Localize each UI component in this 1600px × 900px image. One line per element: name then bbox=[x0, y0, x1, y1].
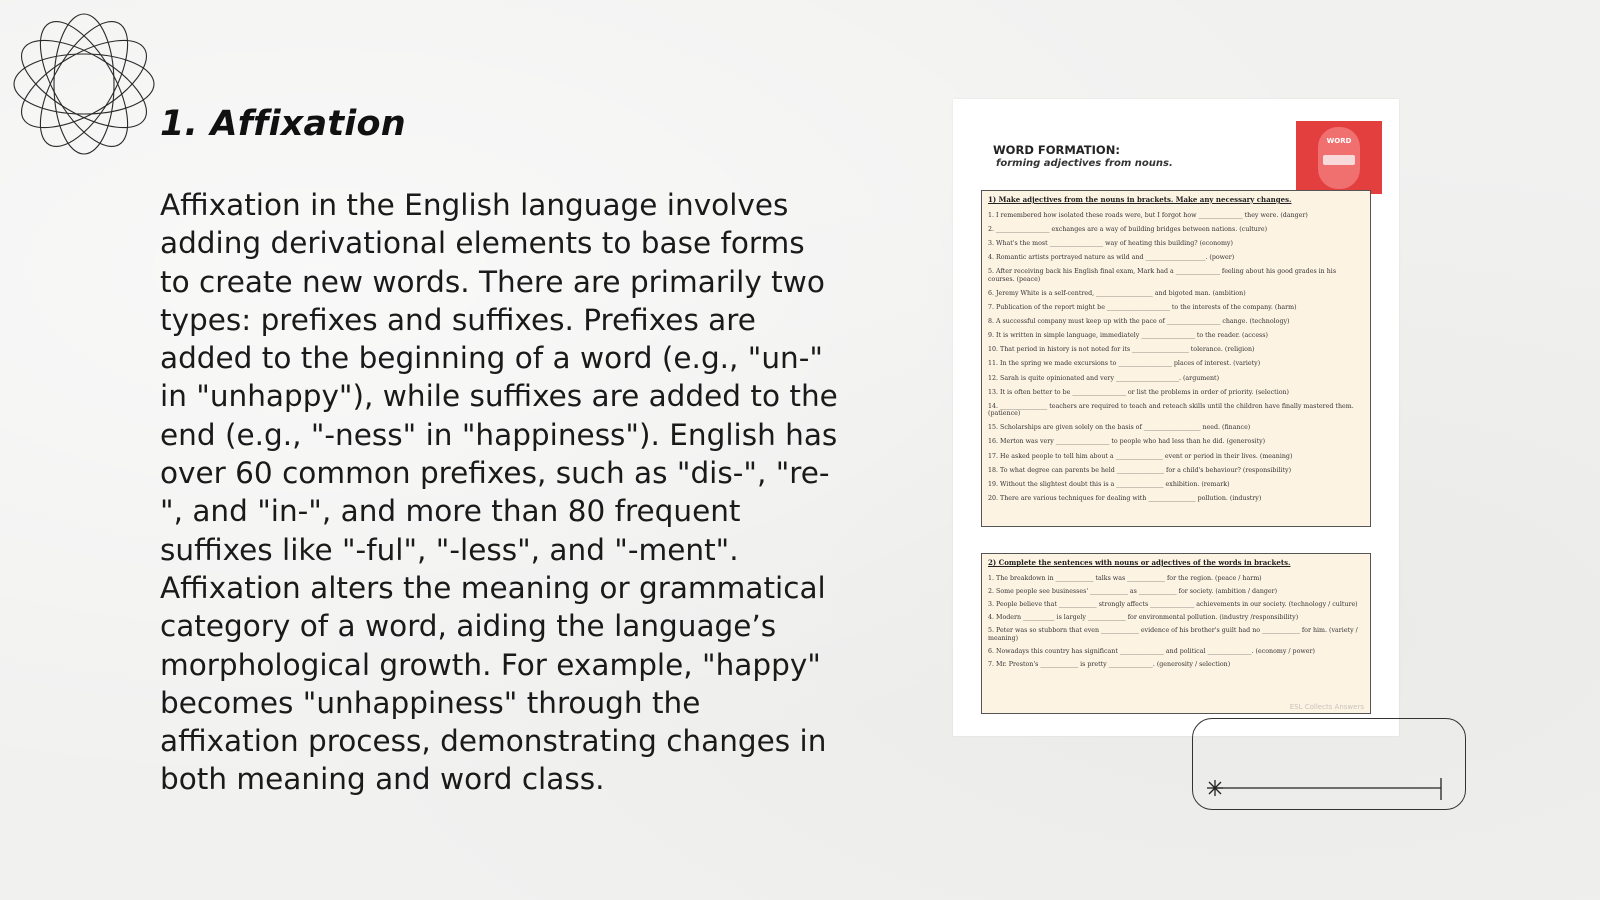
exercise-item: 15. Scholarships are given solely on the basis of __________________ need. (finance) bbox=[988, 424, 1251, 432]
exercise-item: 8. A successful company must keep up with the pace of _________________ change. (technology) bbox=[988, 318, 1290, 326]
badge-pill bbox=[1323, 155, 1355, 165]
exercise-item: 6. Jeremy White is a self-centred, __________________ and bigoted man. (ambition) bbox=[988, 289, 1246, 297]
exercise-item: 14. _______________ teachers are required to teach and reteach skills until the children have finally mastered them. (patience) bbox=[988, 402, 1354, 418]
exercise-item: 17. He asked people to tell him about a _______________ event or period in their lives. (meaning) bbox=[988, 452, 1293, 460]
badge-bubble-icon bbox=[1318, 127, 1360, 189]
exercise-item: 2. _________________ exchanges are a way of building bridges between nations. (culture) bbox=[988, 226, 1268, 234]
exercise-item: 4. Romantic artists portrayed nature as wild and ___________________. (power) bbox=[988, 254, 1235, 262]
exercise-item: 6. Nowadays this country has significant ______________ and political ______________. (economy / power) bbox=[988, 647, 1315, 655]
worksheet-watermark: ESL Collects Answers bbox=[1289, 703, 1364, 711]
exercise-item: 13. It is often better to be _________________ or list the problems in order of priority. (selection) bbox=[988, 388, 1290, 396]
exercise-item: 12. Sarah is quite opinionated and very ____________________. (argument) bbox=[988, 374, 1220, 382]
exercise-item: 3. People believe that ____________ strongly affects ______________ achievements in our society. (technology / culture) bbox=[988, 601, 1358, 609]
worksheet-subtitle: forming adjectives from nouns. bbox=[996, 158, 1173, 169]
exercise-item: 10. That period in history is not noted for its __________________ tolerance. (religion) bbox=[988, 346, 1255, 354]
exercise-item: 16. Merton was very _________________ to people who had less than he did. (generosity) bbox=[988, 438, 1266, 446]
worksheet-section-1 bbox=[981, 190, 1371, 527]
section-2-instruction: 2) Complete the sentences with nouns or adjectives of the words in brackets. bbox=[988, 558, 1291, 567]
exercise-item: 1. I remembered how isolated these roads were, but I forgot how ______________ they were. (danger) bbox=[988, 212, 1308, 219]
section-1-instruction: 1) Make adjectives from the nouns in brackets. Make any necessary changes. bbox=[988, 195, 1292, 204]
exercise-item: 1. The breakdown in ____________ talks was ____________ for the region. (peace / harm) bbox=[988, 575, 1262, 582]
exercise-item: 5. Peter was so stubborn that even ____________ evidence of his brother's guilt had no ____________ for him. (variety / meaning) bbox=[988, 627, 1358, 642]
exercise-item: 9. It is written in simple language, immediately _________________ to the reader. (access) bbox=[988, 332, 1268, 340]
slide-title: 1. Affixation bbox=[160, 104, 406, 144]
exercise-item: 2. Some people see businesses' ____________ as ____________ for society. (ambition / danger) bbox=[988, 588, 1278, 596]
worksheet-image bbox=[953, 99, 1399, 736]
worksheet-badge bbox=[1296, 121, 1382, 194]
badge-text: WORD bbox=[1326, 137, 1352, 145]
exercise-item: 20. There are various techniques for dealing with _______________ pollution. (industry) bbox=[988, 494, 1262, 502]
worksheet-section-2 bbox=[981, 553, 1371, 714]
worksheet-title: WORD FORMATION: bbox=[993, 143, 1120, 157]
exercise-item: 7. Mr. Preston's ____________ is pretty ______________. (generosity / selection) bbox=[988, 661, 1231, 669]
slide-body-text: Affixation in the English language involves adding derivational elements to base forms to create new words. There are primarily two types: prefixes and suffixes. Prefixes are added to the beginning of a word (e.g., "un-" in "unhappy"), while suffixes are added to the end (e.g., "-ness" in "happiness"). English has over 60 common prefixes, such as "dis-", "re-", and "in-", and more than 80 frequent suffixes like "-ful", "-less", and "-ment". Affixation alters the meaning or grammatical category of a word, aiding the language’s morphological growth. For example, "happy" becomes "unhappiness" through the affixation process, demonstrating changes in both meaning and word class. bbox=[160, 188, 838, 797]
exercise-item: 3. What's the most _________________ way of heating this building? (economy) bbox=[988, 240, 1233, 248]
decorative-rings-icon bbox=[10, 10, 158, 158]
exercise-item: 11. In the spring we made excursions to _________________ places of interest. (variety) bbox=[988, 360, 1261, 368]
exercise-item: 5. After receiving back his English final exam, Mark had a ______________ feeling about his good grades in his courses. (peace) bbox=[988, 268, 1337, 283]
exercise-item: 19. Without the slightest doubt this is a _______________ exhibition. (remark) bbox=[988, 480, 1230, 488]
exercise-item: 7. Publication of the report might be ____________________ to the interests of the company. (harm) bbox=[988, 304, 1297, 312]
starburst-line-icon bbox=[1205, 776, 1455, 806]
exercise-item: 4. Modern __________ is largely ____________ for environmental pollution. (industry /responsibility) bbox=[988, 614, 1299, 622]
exercise-item: 18. To what degree can parents be held _______________ for a child's behaviour? (responsibility) bbox=[988, 466, 1292, 474]
